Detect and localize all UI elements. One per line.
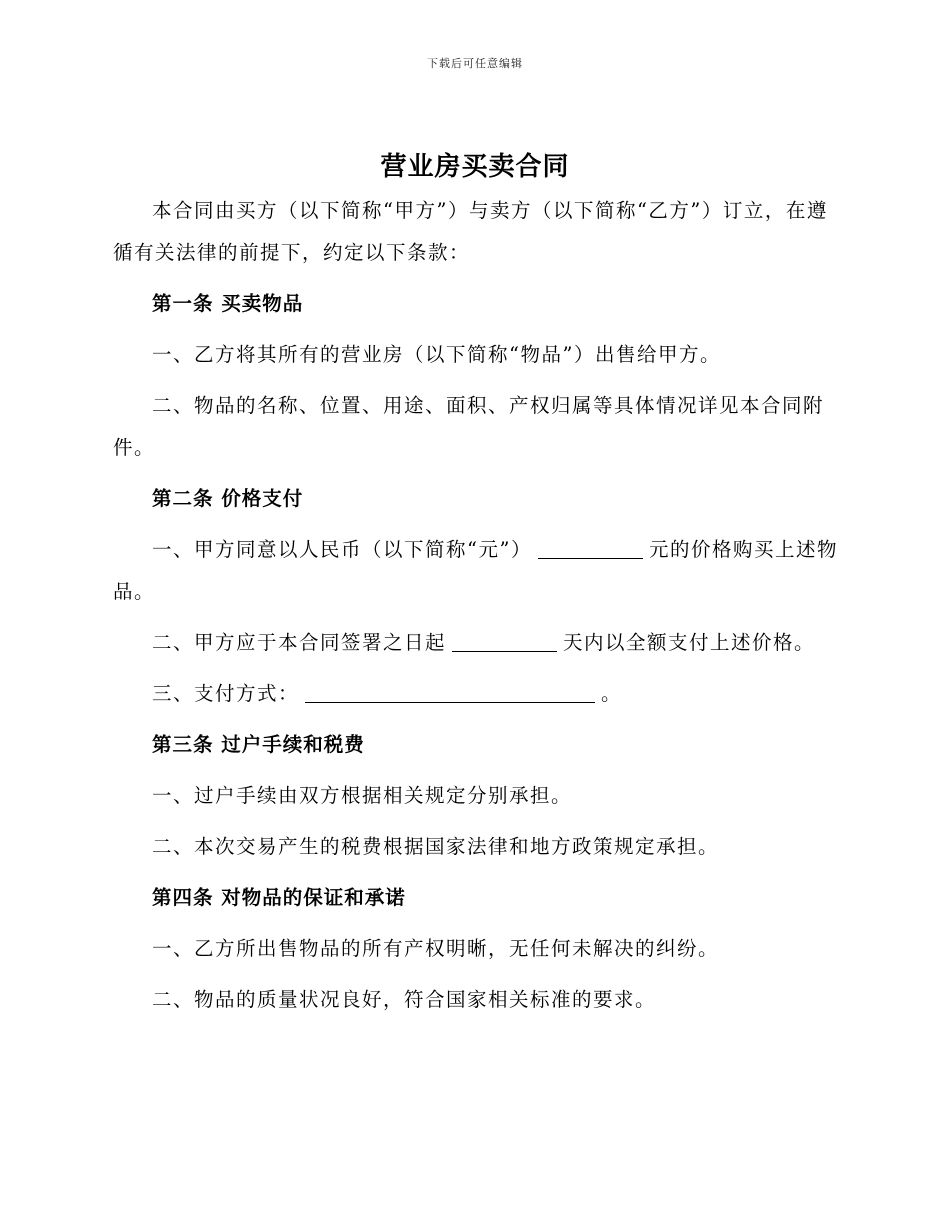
section-4-clause-1: 一、乙方所出售物品的所有产权明晰，无任何未解决的纠纷。 [152,937,720,960]
section-4-heading: 第四条 对物品的保证和承诺 [152,886,406,909]
days-blank [452,632,557,653]
price-blank [538,539,643,560]
clause-text: 二、甲方应于本合同签署之日起 [152,631,447,654]
section-3-heading: 第三条 过户手续和税费 [152,733,365,756]
document-title: 营业房买卖合同 [380,152,570,182]
intro-paragraph: 本合同由买方（以下简称“甲方”）与卖方（以下简称“乙方”）订立，在遵循有关法律的前提下，约定以下条款： [113,199,828,264]
section-1-clause-2: 二、物品的名称、位置、用途、面积、产权归属等具体情况详见本合同附件。 [113,394,825,459]
section-2-clause-2 [113,622,838,664]
clause-text: 元的价格购买上述物品。 [113,538,838,603]
section-3-clause-1: 一、过户手续由双方根据相关规定分别承担。 [152,784,573,807]
section-4-clause-2: 二、物品的质量状况良好，符合国家相关标准的要求。 [152,988,657,1011]
section-1-heading: 第一条 买卖物品 [152,292,304,315]
section-1-clause-1: 一、乙方将其所有的营业房（以下简称“物品”）出售给甲方。 [152,343,721,366]
clause-text: 天内以全额支付上述价格。 [563,631,816,654]
clause-text: 一、甲方同意以人民币（以下简称“元”） [152,538,532,561]
clause-text: 三、支付方式： [152,682,300,705]
section-2-clause-1 [113,529,838,613]
section-3-clause-2: 二、本次交易产生的税费根据国家法律和地方政策规定承担。 [152,835,720,858]
document-body [113,190,838,1030]
section-2-clause-3 [113,673,838,715]
payment-method-blank [305,683,595,704]
clause-text: 。 [601,682,623,705]
section-2-heading: 第二条 价格支付 [152,487,304,510]
page-header-note: 下载后可任意编辑 [427,57,523,70]
